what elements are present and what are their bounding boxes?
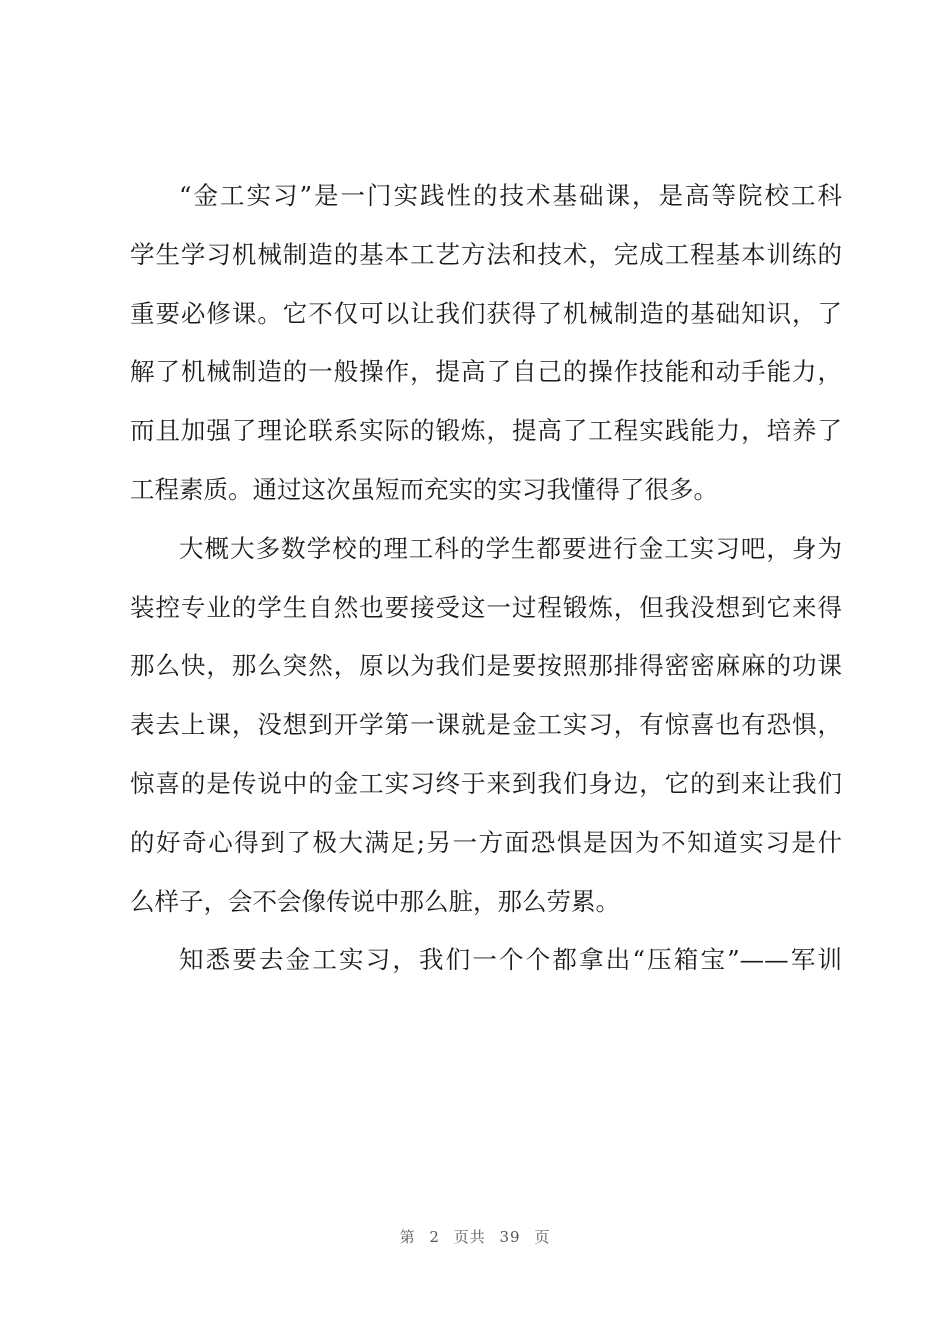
paragraph-1	[130, 167, 842, 520]
paragraph-line: 解了机械制造的一般操作，提高了自己的操作技能和动手能力，	[130, 357, 842, 387]
paragraph-line: 那么快，那么突然，原以为我们是要按照那排得密密麻麻的功课	[130, 651, 842, 681]
footer-middle: 页共	[453, 1228, 486, 1246]
paragraph-line: 学生学习机械制造的基本工艺方法和技术，完成工程基本训练的	[130, 239, 842, 269]
paragraph-2	[130, 520, 842, 932]
footer-suffix: 页	[534, 1228, 551, 1246]
paragraph-line: 大概大多数学校的理工科的学生都要进行金工实习吧，身为	[179, 533, 842, 563]
paragraph-line: 么样子，会不会像传说中那么脏，那么劳累。	[130, 886, 620, 916]
paragraph-3	[130, 931, 842, 990]
document-body	[130, 167, 842, 990]
footer-total-pages: 39	[499, 1228, 521, 1246]
paragraph-line: 表去上课，没想到开学第一课就是金工实习，有惊喜也有恐惧，	[130, 710, 842, 740]
page-number-footer	[0, 1226, 950, 1247]
paragraph-line: 知悉要去金工实习，我们一个个都拿出“压箱宝”——军训	[179, 945, 842, 975]
footer-current-page: 2	[429, 1228, 440, 1246]
paragraph-line: 重要必修课。它不仅可以让我们获得了机械制造的基础知识，了	[130, 298, 842, 328]
paragraph-line: 装控专业的学生自然也要接受这一过程锻炼，但我没想到它来得	[130, 592, 842, 622]
paragraph-line: 的好奇心得到了极大满足;另一方面恐惧是因为不知道实习是什	[130, 827, 842, 857]
footer-prefix: 第	[399, 1228, 416, 1246]
paragraph-line: “金工实习”是一门实践性的技术基础课，是高等院校工科	[179, 181, 842, 210]
paragraph-line: 惊喜的是传说中的金工实习终于来到我们身边，它的到来让我们	[130, 768, 842, 798]
paragraph-line: 工程素质。通过这次虽短而充实的实习我懂得了很多。	[130, 474, 718, 504]
paragraph-line: 而且加强了理论联系实际的锻炼，提高了工程实践能力，培养了	[130, 416, 842, 446]
